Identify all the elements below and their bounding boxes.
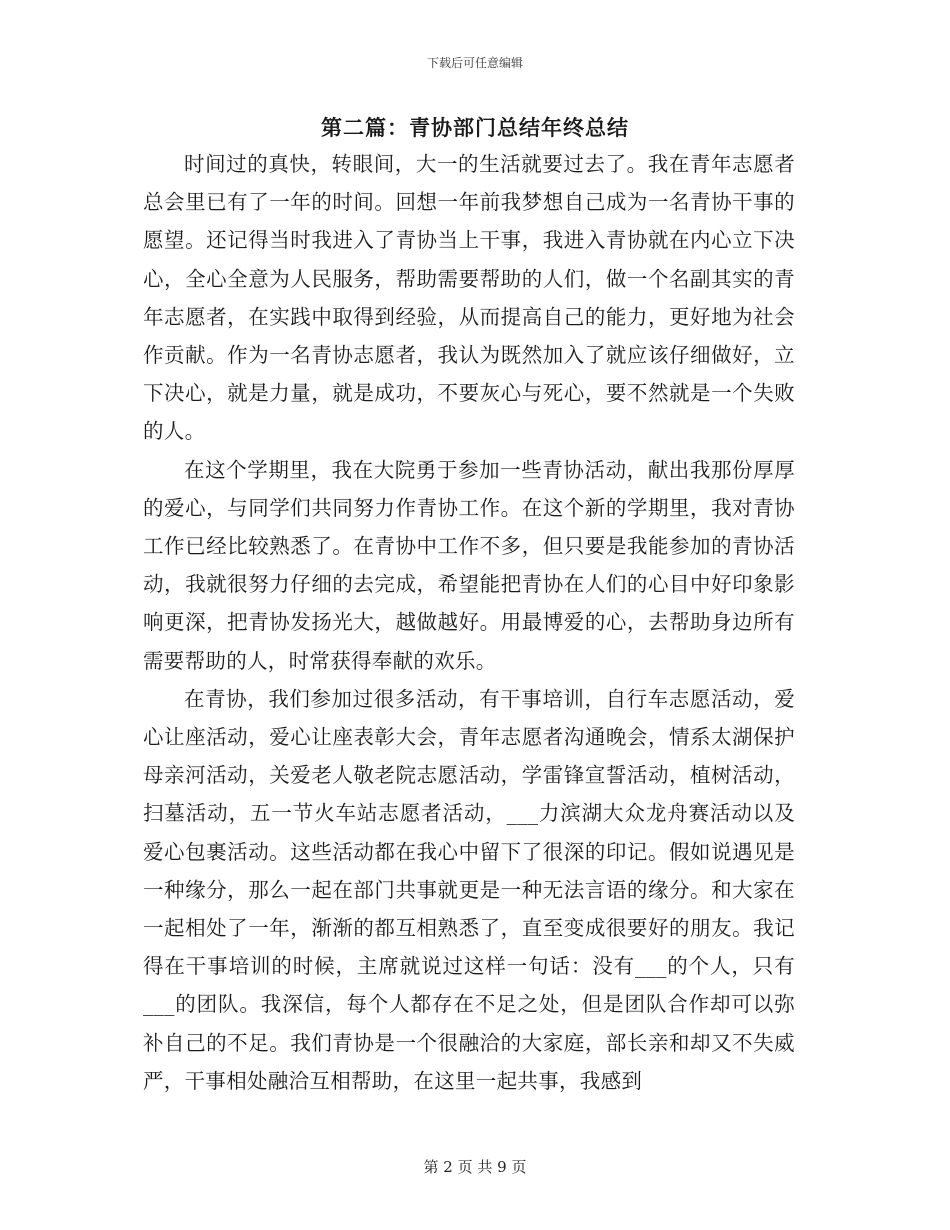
- paragraph: 在这个学期里，我在大院勇于参加一些青协活动，献出我那份厚厚的爱心，与同学们共同努力作青协工作。在这个新的学期里，我对青协工作已经比较熟悉了。在青协中工作不多，但只要是我能参加的青协活动，我就很努力仔细的去完成，希望能把青协在人们的心目中好印象影响更深，把青协发扬光大，越做越好。用最博爱的心，去帮助身边所有需要帮助的人，时常获得奉献的欢乐。: [143, 457, 795, 673]
- paragraph: 时间过的真快，转眼间，大一的生活就要过去了。我在青年志愿者总会里已有了一年的时间。回想一年前我梦想自己成为一名青协干事的愿望。还记得当时我进入了青协当上干事，我进入青协就在内心立下决心，全心全意为人民服务，帮助需要帮助的人们，做一个名副其实的青年志愿者，在实践中取得到经验，从而提高自己的能力，更好地为社会作贡献。作为一名青协志愿者，我认为既然加入了就应该仔细做好，立下决心，就是力量，就是成功，不要灰心与死心，要不然就是一个失败的人。: [143, 152, 795, 444]
- document-body: [143, 145, 795, 1100]
- document-title: 第二篇：青协部门总结年终总结: [321, 116, 629, 140]
- header-note: 下载后可任意编辑: [426, 56, 523, 70]
- paragraph: 在青协，我们参加过很多活动，有干事培训，自行车志愿活动，爱心让座活动，爱心让座表彰大会，青年志愿者沟通晚会，情系太湖保护母亲河活动，关爱老人敬老院志愿活动，学雷锋宣誓活动，植树活动，扫墓活动，五一节火车站志愿者活动，___力滨湖大众龙舟赛活动以及爱心包裹活动。这些活动都在我心中留下了很深的印记。假如说遇见是一种缘分，那么一起在部门共事就更是一种无法言语的缘分。和大家在一起相处了一年，渐渐的都互相熟悉了，直至变成很要好的朋友。我记得在干事培训的时候，主席就说过这样一句话：没有___的个人，只有___的团队。我深信，每个人都存在不足之处，但是团队合作却可以弥补自己的不足。我们青协是一个很融洽的大家庭，部长亲和却又不失威严，干事相处融洽互相帮助，在这里一起共事，我感到: [143, 686, 795, 1093]
- page-number: 第 2 页 共 9 页: [423, 1158, 527, 1176]
